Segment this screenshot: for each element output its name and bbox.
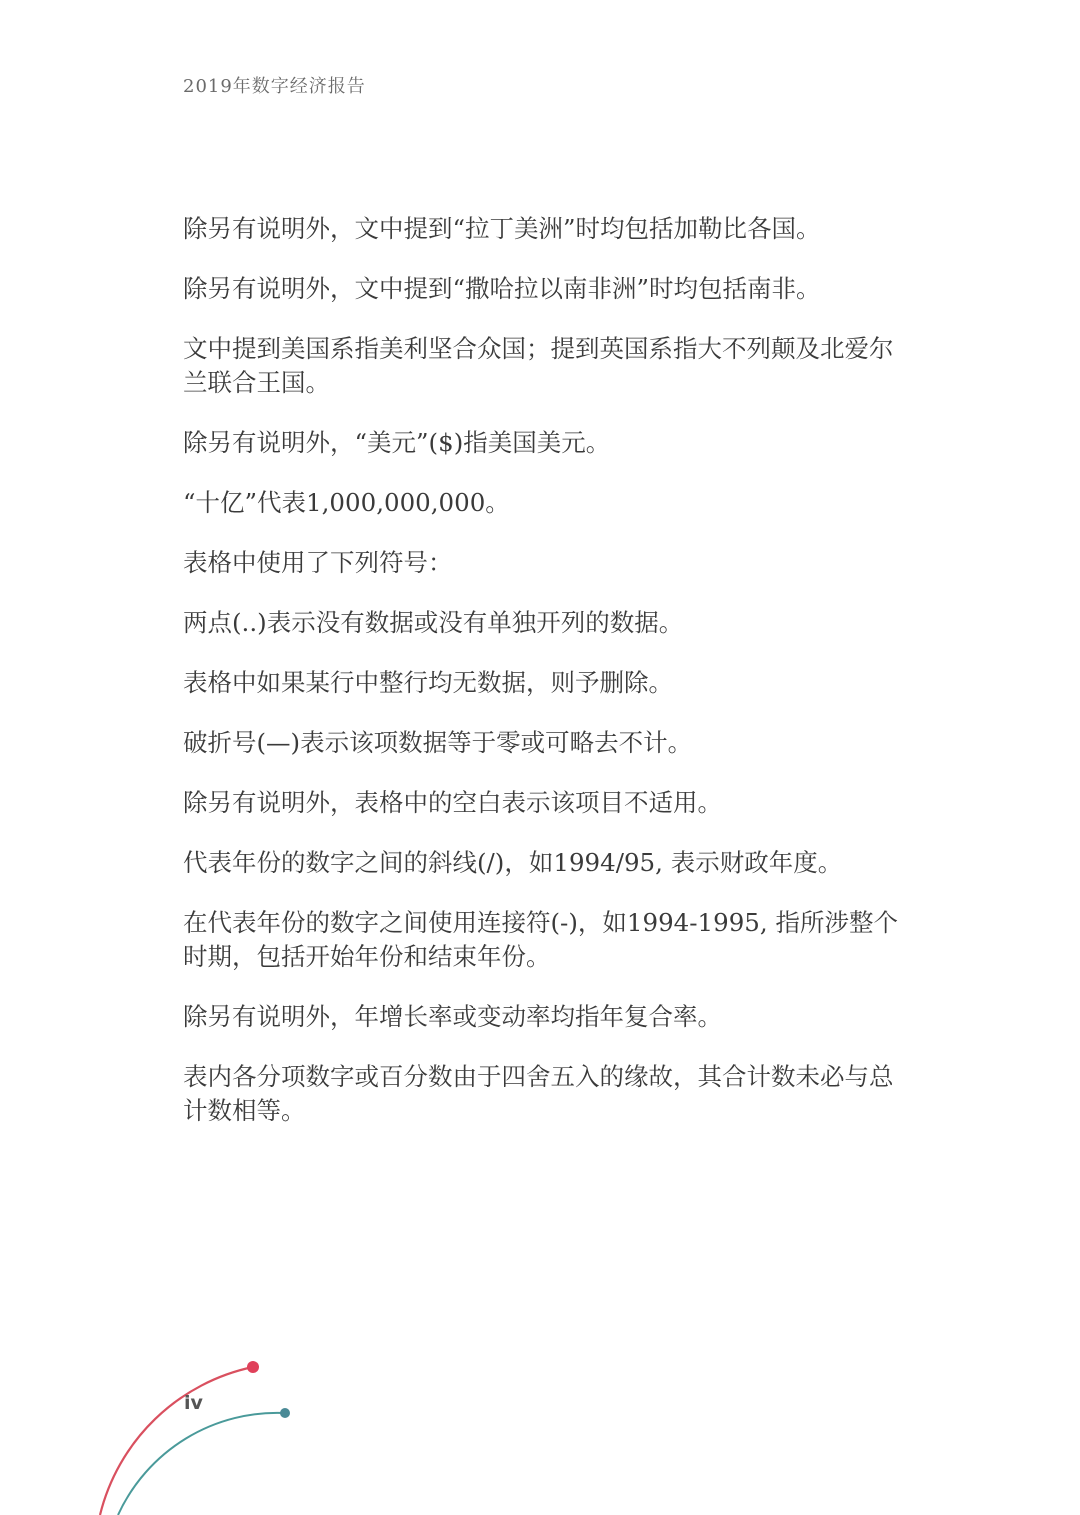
- page-ornament: [0, 1340, 320, 1515]
- paragraph-latin-america: 除另有说明外，文中提到“拉丁美洲”时均包括加勒比各国。: [183, 214, 821, 243]
- paragraph-empty-rows: 表格中如果某行中整行均无数据，则予删除。: [183, 668, 673, 697]
- outer-dot: [247, 1361, 259, 1373]
- page-number: iv: [184, 1392, 203, 1414]
- inner-arc: [118, 1413, 285, 1515]
- paragraph-growth-rate: 除另有说明外，年增长率或变动率均指年复合率。: [183, 1002, 722, 1031]
- paragraph-symbols-intro: 表格中使用了下列符号：: [183, 548, 453, 577]
- paragraph-sub-saharan-africa: 除另有说明外，文中提到“撒哈拉以南非洲”时均包括南非。: [183, 274, 821, 303]
- paragraph-rounding: 表内各分项数字或百分数由于四舍五入的缘故，其合计数未必与总计数相等。: [183, 1062, 894, 1125]
- paragraph-blank: 除另有说明外，表格中的空白表示该项目不适用。: [183, 788, 722, 817]
- running-header: 2019年数字经济报告: [183, 76, 366, 97]
- paragraph-slash: 代表年份的数字之间的斜线(/)，如1994/95, 表示财政年度。: [183, 848, 843, 877]
- paragraph-hyphen: 在代表年份的数字之间使用连接符(-)，如1994-1995, 指所涉整个时期，包括开始年份和结束年份。: [183, 908, 898, 971]
- paragraph-dollar: 除另有说明外，“美元”($)指美国美元。: [183, 428, 611, 457]
- body-text: [183, 212, 903, 1154]
- outer-arc: [100, 1367, 253, 1515]
- paragraph-two-dots: 两点(..)表示没有数据或没有单独开列的数据。: [183, 608, 684, 637]
- paragraph-us-uk: 文中提到美国系指美利坚合众国；提到英国系指大不列颠及北爱尔兰联合王国。: [183, 334, 894, 397]
- inner-dot: [280, 1408, 290, 1418]
- paragraph-dash: 破折号(—)表示该项数据等于零或可略去不计。: [183, 728, 693, 757]
- paragraph-billion: “十亿”代表1,000,000,000。: [183, 488, 510, 517]
